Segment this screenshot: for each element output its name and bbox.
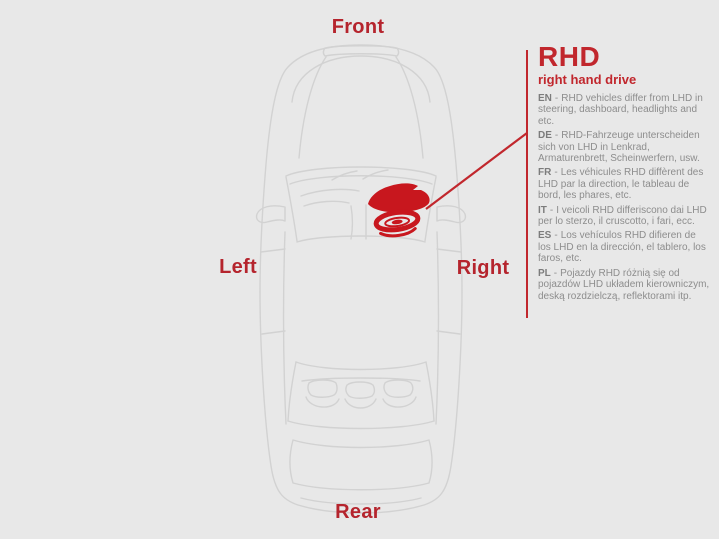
language-code: PL (538, 267, 551, 279)
language-code: EN (538, 93, 552, 104)
separator: - (553, 267, 558, 279)
steering-wheel-icon (375, 210, 420, 239)
language-entry-en (538, 93, 710, 127)
label-right: Right (456, 257, 510, 279)
separator: - (554, 130, 559, 142)
car-outline (257, 45, 466, 513)
separator: - (554, 167, 558, 179)
language-entry-pl (538, 268, 710, 302)
label-rear: Rear (335, 501, 381, 523)
language-entry-fr (538, 167, 710, 201)
label-left: Left (219, 256, 257, 278)
language-code: FR (538, 167, 552, 179)
rear-headrests (306, 380, 416, 408)
language-text: Pojazdy RHD różnią się od pojazdów LHD układem kierowniczym, deską rozdzielczą, reflektorami itp. (538, 267, 710, 302)
panel-accent-bar (526, 50, 528, 318)
language-text: RHD vehicles differ from LHD in steering, dashboard, headlights and etc. (538, 93, 703, 127)
label-front: Front (331, 16, 385, 38)
dashboard-highlight (368, 183, 430, 212)
steering-wheel-highlight (368, 133, 527, 238)
language-entry-it (538, 205, 710, 228)
car-body (260, 45, 462, 513)
language-text: RHD-Fahrzeuge unterscheiden sich von LHD in Lenkrad, Armaturenbrett, Scheinwerfern, usw. (538, 130, 700, 165)
panel-subtitle: right hand drive (538, 72, 637, 87)
language-code: DE (538, 130, 552, 142)
language-code: ES (538, 230, 552, 242)
left-mirror (257, 206, 285, 223)
language-text: Les véhicules RHD diffèrent des LHD par la direction, le tableau de bord, les phares, etc. (538, 167, 704, 202)
separator: - (554, 230, 558, 242)
language-entry-de (538, 130, 710, 164)
language-text: I veicoli RHD differiscono dai LHD per lo sterzo, il cruscotto, i fari, ecc. (538, 204, 707, 228)
language-code: IT (538, 204, 547, 216)
right-mirror (437, 206, 465, 223)
separator: - (549, 204, 554, 216)
rhd-info-panel (538, 42, 710, 305)
language-entry-es (538, 230, 710, 264)
panel-title: RHD (538, 41, 601, 72)
language-text: Los vehículos RHD difieren de los LHD en la dirección, el tablero, los faros, etc. (538, 230, 706, 265)
callout-line (426, 133, 527, 209)
separator: - (554, 93, 559, 104)
